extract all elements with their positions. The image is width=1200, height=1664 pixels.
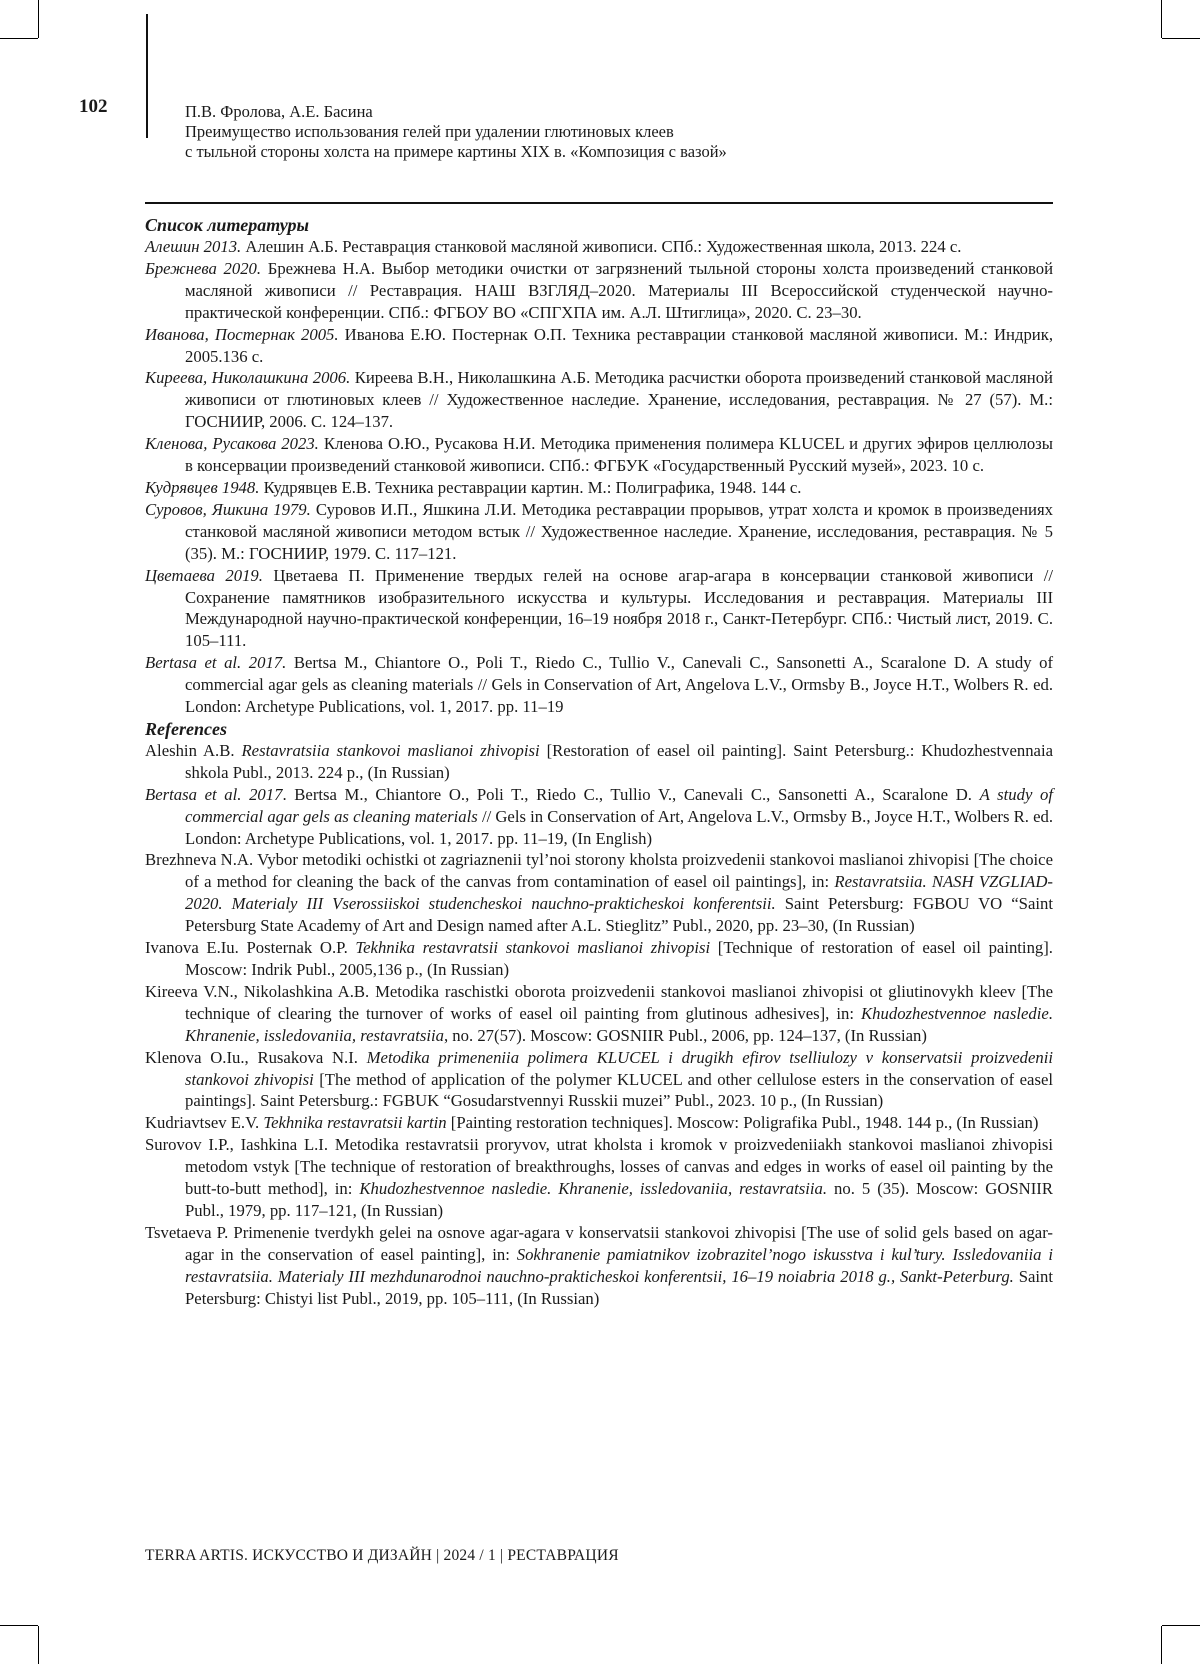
reference-short-cite: Кудрявцев 1948. (145, 477, 260, 497)
reference-title-italic: Khudozhestvennoe nasledie. Khranenie, issledovaniia, restavratsiia. (359, 1179, 828, 1199)
reference-text: Цветаева П. Применение твердых гелей на основе агар-агара в консервации станковой живописи // Сохранение памятников изобразительного искусства и культуры. Исследования и реставрация. Материалы III Международной научно-практической конференции, 16–19 ноября 2018 г., Санкт-Петербург. СПб.: Чистый лист, 2019. С. 105–111. (185, 565, 1053, 651)
reference-entry-ru (145, 477, 1053, 499)
reference-text: Ivanova E.Iu. Posternak O.P. (145, 938, 356, 958)
ru-reference-list (145, 236, 1053, 718)
reference-text: [The method of application of the polymer KLUCEL and other cellulose esters in the conservation of easel paintings]. Saint Petersburg.: FGBUK “Gosudarstvennyi Russkii muzei” Publ., 2023. 10 p., (In Russian) (185, 1069, 1053, 1111)
reference-title-italic: Khudozhestvennoe nasledie. Khranenie, issledovaniia, restavratsiia (185, 1003, 1053, 1045)
reference-text: Klenova O.Iu., Rusakova N.I. (145, 1047, 367, 1067)
header-horizontal-rule (145, 202, 1053, 204)
reference-text: // Gels in Conservation of Art, Angelova L.V., Ormsby B., Joyce H.T., Wolbers R. ed. London: Archetype Publications, vol. 1, 2017. pp. 11–19, (In English) (185, 806, 1054, 848)
reference-title-italic: Bertasa et al. 2017 (145, 784, 283, 804)
reference-entry-ru (145, 499, 1053, 565)
reference-text: Киреева В.Н., Николашкина А.Б. Методика расчистки оборота произведений станковой масляной живописи от глютиновых клеев // Художественное наследие. Хранение, исследования, реставрация. № 27 (57). М.: ГОСНИИР, 2006. С. 124–137. (185, 368, 1053, 432)
reference-short-cite: Bertasa et al. 2017. (145, 653, 287, 673)
reference-title-italic: Tekhnika restavratsii stankovoi maslianoi zhivopisi (355, 938, 711, 958)
reference-text: Кудрявцев Е.В. Техника реставрации картин. М.: Полиграфика, 1948. 144 с. (259, 477, 802, 497)
reference-entry-ru (145, 652, 1053, 718)
reference-entry-en (145, 784, 1053, 850)
reference-text: [Technique of restoration of easel oil painting]. Moscow: Indrik Publ., 2005,136 p., (In Russian) (185, 938, 1053, 979)
reference-entry-en (145, 1222, 1053, 1310)
reference-entry-ru (145, 236, 1053, 258)
reference-text: [Painting restoration techniques]. Moscow: Poligrafika Publ., 1948. 144 p., (In Russian) (446, 1113, 1039, 1133)
reference-entry-en (145, 849, 1053, 937)
crop-mark-bottom-right-h (1162, 1625, 1200, 1626)
reference-short-cite: Алешин 2013. (145, 237, 242, 256)
reference-title-italic: Tekhnika restavratsii kartin (263, 1113, 447, 1133)
reference-short-cite: Киреева, Николашкина 2006. (145, 368, 351, 388)
crop-mark-top-right-h (1162, 38, 1200, 39)
reference-text: Bertsa M., Chiantore O., Poli T., Riedo C., Tullio V., Canevali C., Sansonetti A., Scaralone D. A study of commercial agar gels as cleaning materials // Gels in Conservation of Art, Angelova L.V., Ormsby B., Joyce H.T., Wolbers R. ed. London: Archetype Publications, vol. 1, 2017. pp. 11–19 (185, 653, 1054, 717)
reference-title-italic: A study of commercial agar gels as cleaning materials (185, 784, 1053, 826)
crop-mark-top-right (1161, 0, 1162, 38)
reference-entry-ru (145, 258, 1053, 324)
reference-entry-ru (145, 433, 1053, 477)
reference-entry-ru (145, 367, 1053, 433)
reference-text: Saint Petersburg: Chistyi list Publ., 2019, pp. 105–111, (In Russian) (185, 1266, 1053, 1308)
reference-text: no. 5 (35). Moscow: GOSNIIR Publ., 1979, pp. 117–121, (In Russian) (185, 1179, 1053, 1220)
reference-short-cite: Кленова, Русакова 2023. (145, 434, 319, 454)
reference-entry-ru (145, 565, 1053, 653)
en-reference-list (145, 740, 1053, 1310)
section-title-en: References (145, 718, 227, 739)
running-head-title-line2: с тыльной стороны холста на примере картины XIX в. «Композиция с вазой» (185, 142, 727, 161)
reference-text: Брежнева Н.А. Выбор методики очистки от загрязнений тыльной стороны холста произведений станковой масляной живописи // Реставрация. НАШ ВЗГЛЯД–2020. Материалы III Всероссийской студенческой научно-практической конференции. СПб.: ФГБОУ ВО «СПГХПА им. А.Л. Штиглица», 2020. С. 23–30. (185, 258, 1054, 322)
reference-entry-en (145, 1112, 1053, 1134)
reference-text: Aleshin A.B. (145, 740, 242, 760)
reference-text: . Bertsa M., Chiantore O., Poli T., Riedo C., Tullio V., Canevali C., Sansonetti A., Scaralone D. (282, 784, 980, 804)
reference-text: Kireeva V.N., Nikolashkina A.B. Metodika raschistki oborota proizvedenii stankovoi maslianoi zhivopisi ot gliutinovykh kleev [The technique of clearing the turnover of works of easel oil painting from glutinous adhesives], in: (145, 981, 1053, 1023)
reference-short-cite: Брежнева 2020. (145, 258, 262, 278)
crop-mark-bottom-right (1161, 1626, 1162, 1664)
reference-title-italic: Sokhranenie pamiatnikov izobrazitel’nogo iskusstva i kul’tury. Issledovaniia i restavratsiia. Materialy III mezhdunarodnoi nauchno-prakticheskoi konferentsii, 16–19 noiabria 2018 g., Sankt-Peterburg. (185, 1244, 1053, 1286)
bibliography (145, 214, 1053, 1310)
page-number: 102 (79, 96, 108, 117)
running-head-authors: П.В. Фролова, А.Е. Басина (185, 102, 373, 121)
crop-mark-bottom-left (38, 1626, 39, 1664)
running-head (185, 102, 727, 162)
reference-title-italic: Restavratsiia. NASH VZGLIAD-2020. Materialy III Vserossiiskoi studencheskoi nauchno-prakticheskoi konferentsii. (185, 872, 1053, 914)
reference-entry-ru (145, 324, 1053, 368)
reference-text: Кленова О.Ю., Русакова Н.И. Методика применения полимера KLUCEL и других эфиров целлюлозы в консервации произведений станковой живописи. СПб.: ФГБУК «Государственный Русский музей», 2023. 10 с. (185, 434, 1053, 476)
reference-text: , no. 27(57). Moscow: GOSNIIR Publ., 2006, pp. 124–137, (In Russian) (443, 1025, 927, 1045)
reference-entry-en (145, 740, 1053, 784)
reference-title-italic: Metodika primeneniia polimera KLUCEL i drugikh efirov tselliulozy v konservatsii proizvedenii stankovoi zhivopisi (185, 1047, 1053, 1089)
reference-text: Kudriavtsev E.V. (145, 1113, 264, 1133)
reference-text: Surovov I.P., Iashkina L.I. Metodika restavratsii proryvov, utrat kholsta i kromok v proizvedeniiakh stankovoi maslianoi zhivopisi metodom vstyk [The technique of restoration of breakthroughs, losses of canvas and edges in works of easel oil painting by the butt-to-butt method], in: (145, 1135, 1053, 1199)
crop-mark-top-left-h (0, 38, 38, 39)
reference-text: Saint Petersburg: FGBOU VO “Saint Petersburg State Academy of Art and Design named after A.L. Stieglitz” Publ., 2020, pp. 23–30, (In Russian) (185, 894, 1053, 936)
reference-text: Tsvetaeva P. Primenenie tverdykh gelei na osnove agar-agara v konservatsii stankovoi zhivopisi [The use of solid gels based on agar-agar in the conservation of easel painting], in: (145, 1222, 1053, 1264)
running-head-title-line1: Преимущество использования гелей при удалении глютиновых клеев (185, 122, 674, 141)
reference-text: Суровов И.П., Яшкина Л.И. Методика реставрации прорывов, утрат холста и кромок в произведениях станковой масляной живописи методом встык // Художественное наследие. Хранение, исследования, реставрация. № 5 (35). М.: ГОСНИИР, 1979. С. 117–121. (185, 499, 1053, 563)
reference-text: [Restoration of easel oil painting]. Saint Petersburg.: Khudozhestvennaia shkola Publ., 2013. 224 p., (In Russian) (185, 740, 1053, 782)
reference-text: Иванова Е.Ю. Постернак О.П. Техника реставрации станковой масляной живописи. М.: Индрик, 2005.136 с. (185, 324, 1054, 366)
section-title-ru: Список литературы (145, 215, 309, 235)
reference-short-cite: Цветаева 2019. (145, 565, 263, 585)
crop-mark-top-left (38, 0, 39, 38)
reference-entry-en (145, 1134, 1053, 1222)
reference-title-italic: Restavratsiia stankovoi maslianoi zhivopisi (241, 740, 540, 760)
crop-mark-bottom-left-h (0, 1625, 38, 1626)
reference-entry-en (145, 1047, 1053, 1113)
reference-entry-en (145, 981, 1053, 1047)
reference-short-cite: Суровов, Яшкина 1979. (145, 499, 311, 519)
reference-short-cite: Иванова, Постернак 2005. (145, 324, 339, 344)
reference-text: Brezhneva N.A. Vybor metodiki ochistki ot zagriaznenii tyl’noi storony kholsta proizvedenii stankovoi maslianoi zhivopisi [The choice of a method for cleaning the back of the canvas from contamination of easel oil paintings], in: (145, 850, 1053, 892)
journal-footer: TERRA ARTIS. ИСКУССТВО И ДИЗАЙН | 2024 / 1 | РЕСТАВРАЦИЯ (145, 1547, 619, 1564)
header-vertical-rule (146, 14, 148, 138)
reference-entry-en (145, 937, 1053, 981)
reference-text: Алешин А.Б. Реставрация станковой масляной живописи. СПб.: Художественная школа, 2013. 224 с. (241, 237, 962, 256)
